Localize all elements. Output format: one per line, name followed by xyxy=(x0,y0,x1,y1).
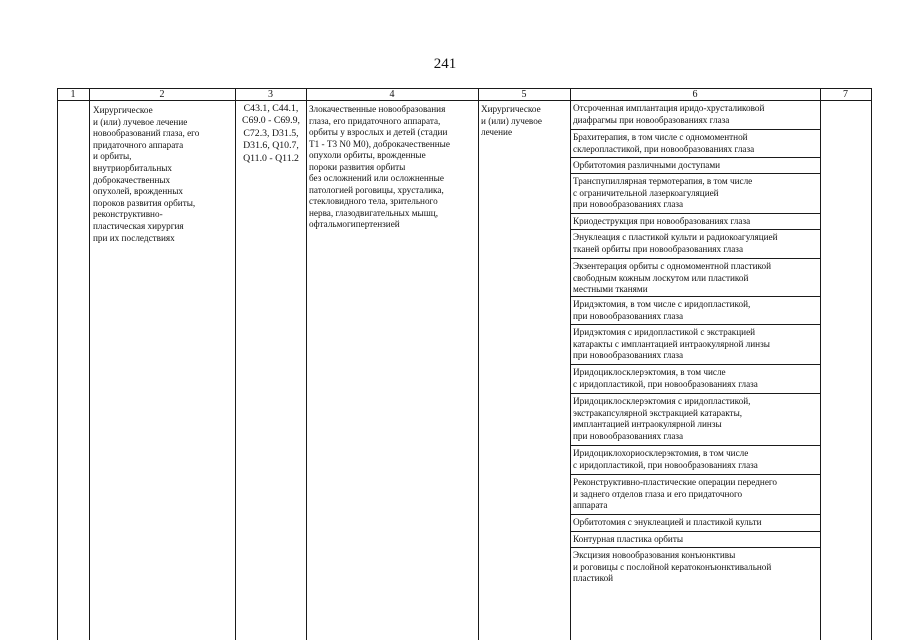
procedure-item: Брахитерапия, в том числе с одномоментной склеропластикой, при новообразованиях глаза xyxy=(573,132,755,154)
procedure-item: Орбитотомия с энуклеацией и пластикой культи xyxy=(573,517,762,527)
procedure-separator xyxy=(571,173,820,174)
column-header-5: 5 xyxy=(521,89,527,100)
procedure-item: Транспупиллярная термотерапия, в том числе с ограничительной лазеркоагуляцией при новообразованиях глаза xyxy=(573,176,753,209)
procedure-item: Экзентерация орбиты с одномоментной пластикой свободным кожным лоскутом или пластикой местными тканями xyxy=(573,261,772,294)
procedure-item: Энуклеация с пластикой культи и радиокоагуляцией тканей орбиты при новообразованиях глаза xyxy=(573,232,778,254)
procedure-item: Реконструктивно-пластические операции переднего и заднего отделов глаза и его придаточного аппарата xyxy=(573,477,778,510)
procedure-separator xyxy=(571,445,820,446)
column-header-7: 7 xyxy=(843,89,848,100)
procedure-item: Иридоциклохориосклерэктомия, в том числе с иридопластикой, при новообразованиях глаза xyxy=(573,448,758,470)
procedure-item: Криодеструкция при новообразованиях глаза xyxy=(573,216,751,226)
procedure-item: Контурная пластика орбиты xyxy=(573,534,684,544)
column-header-3: 3 xyxy=(268,89,273,100)
icd-codes-cell: С43.1, С44.1, С69.0 - С69.9, С72.3, D31.5, D31.6, Q10.7, Q11.0 - Q11.2 xyxy=(242,103,300,164)
procedure-item: Отсроченная имплантация иридо-хрусталиковой диафрагмы при новообразованиях глаза xyxy=(573,103,765,125)
procedure-item: Иридоциклосклерэктомия, в том числе с иридопластикой, при новообразованиях глаза xyxy=(573,367,758,389)
procedure-item: Иридоциклосклерэктомия с иридопластикой, экстракапсулярной экстракцией катаракты, имплантацией интраокулярной линзы при новообразованиях глаза xyxy=(573,396,751,441)
procedure-separator xyxy=(571,129,820,130)
procedure-separator xyxy=(571,258,820,259)
procedure-separator xyxy=(571,213,820,214)
procedure-separator xyxy=(571,364,820,365)
procedure-separator xyxy=(571,531,820,532)
page-number: 241 xyxy=(433,56,457,72)
procedure-item: Иридэктомия, в том числе с иридопластикой, при новообразованиях глаза xyxy=(573,299,751,321)
procedure-item: Орбитотомия различными доступами xyxy=(573,160,721,170)
treatment-profile-cell: Хирургическое и (или) лучевое лечение новообразований глаза, его придаточного аппарата и орбиты, внутриорбитальных доброкачественных опухолей, врожденных пороков развития орбиты, реконструктивно- пластическая хирургия при их последствиях xyxy=(93,105,200,243)
column-header-2: 2 xyxy=(159,89,165,100)
procedure-separator xyxy=(571,296,820,297)
procedure-separator xyxy=(571,514,820,515)
column-header-6: 6 xyxy=(692,89,698,100)
procedure-separator xyxy=(571,324,820,325)
treatment-type-cell: Хирургическое и (или) лучевое лечение xyxy=(481,104,542,137)
procedure-separator xyxy=(571,547,820,548)
procedure-item: Эксцизия новообразования конъюнктивы и роговицы с послойной кератоконъюнктивальной пластикой xyxy=(573,550,772,583)
column-header-1: 1 xyxy=(70,89,76,100)
procedure-item: Иридэктомия с иридопластикой с экстракцией катаракты с имплантацией интраокулярной линзы при новообразованиях глаза xyxy=(573,327,770,360)
procedure-separator xyxy=(571,393,820,394)
procedure-separator xyxy=(571,157,820,158)
procedure-separator xyxy=(571,474,820,475)
procedure-separator xyxy=(571,229,820,230)
diagnosis-cell: Злокачественные новообразования глаза, его придаточного аппарата, орбиты у взрослых и детей (стадии Т1 - Т3 N0 М0), доброкачественные опухоли орбиты, врожденные пороки развития орбиты без осложнений или осложненные патологией роговицы, хрусталика, стекловидного тела, зрительного нерва, глазодвигательных мышц, офтальмогипертензией xyxy=(309,104,450,229)
column-header-4: 4 xyxy=(389,89,395,100)
